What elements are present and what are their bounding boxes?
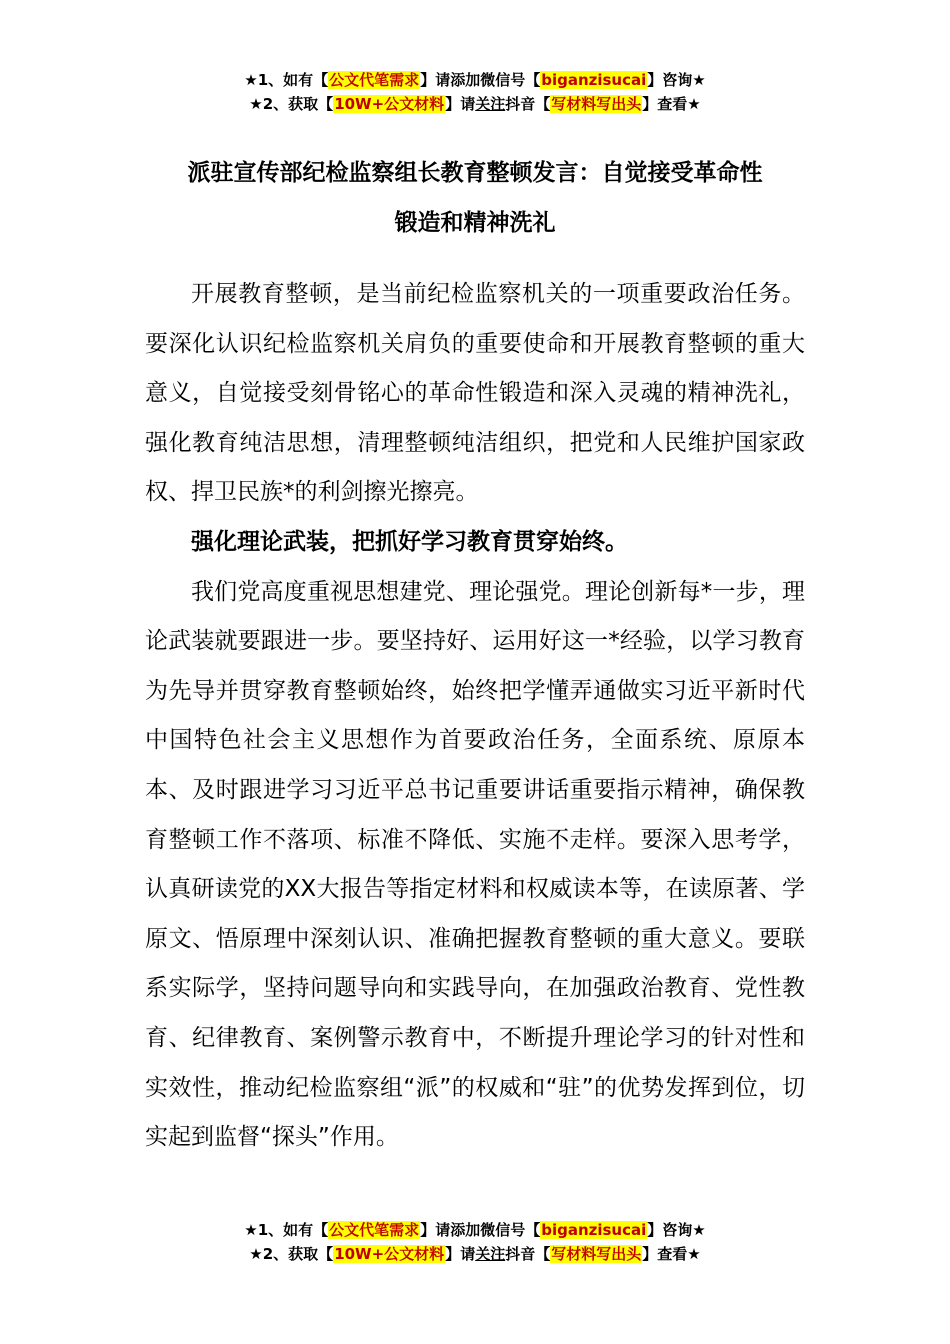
- promo-underline: 关注: [475, 1245, 506, 1263]
- promo-text: 】请: [445, 1245, 476, 1263]
- promo-text: ★2、获取【: [249, 95, 334, 113]
- promo-highlight: biganzisucai: [541, 1221, 647, 1239]
- promo-underline: 关注: [475, 95, 506, 113]
- promo-highlight: 写材料写出头: [551, 1245, 642, 1263]
- promo-text: 】请添加微信号【: [420, 1221, 541, 1239]
- section-heading: 强化理论武装，把抓好学习教育贯穿始终。: [191, 528, 628, 555]
- promo-line-2: [0, 1242, 950, 1266]
- promo-text: ★1、如有【: [244, 1221, 329, 1239]
- body-paragraph: 我们党高度重视思想建党、理论强党。理论创新每*一步，理论武装就要跟进一步。要坚持好、运用好这一*经验，以学习教育为先导并贯穿教育整顿始终，始终把学懂弄通做实习近平新时代中国特色社会主义思想作为首要政治任务，全面系统、原原本本、及时跟进学习习近平总书记重要讲话重要指示精神，确保教育整顿工作不落项、标准不降低、实施不走样。要深入思考学，认真研读党的XX大报告等指定材料和权威读本等，在读原著、学原文、悟原理中深刻认识、准确把握教育整顿的重大意义。要联系实际学，坚持问题导向和实践导向，在加强政治教育、党性教育、纪律教育、案例警示教育中，不断提升理论学习的针对性和实效性，推动纪检监察组“派”的权威和“驻”的优势发挥到位，切实起到监督“探头”作用。: [145, 578, 805, 1151]
- promo-line-1: [0, 1218, 950, 1242]
- body-paragraph: 开展教育整顿，是当前纪检监察机关的一项重要政治任务。要深化认识纪检监察机关肩负的重要使命和开展教育整顿的重大意义，自觉接受刻骨铭心的革命性锻造和深入灵魂的精神洗礼，强化教育纯洁思想，清理整顿纯洁组织，把党和人民维护国家政权、捍卫民族*的利剑擦光擦亮。: [145, 281, 805, 506]
- title-line-1: 派驻宣传部纪检监察组长教育整顿发言：自觉接受革命性: [187, 160, 763, 186]
- promo-highlight: 10W+公文材料: [334, 1245, 445, 1263]
- document-body: [145, 270, 805, 1163]
- header-promo-banner: [0, 68, 950, 116]
- promo-text: 】查看★: [642, 1245, 701, 1263]
- promo-highlight: 公文代笔需求: [329, 71, 420, 89]
- promo-highlight: 写材料写出头: [551, 95, 642, 113]
- promo-text: 】请: [445, 95, 476, 113]
- promo-line-2: [0, 92, 950, 116]
- promo-highlight: 公文代笔需求: [329, 1221, 420, 1239]
- promo-text: 】咨询★: [647, 71, 706, 89]
- title-line-2: 锻造和精神洗礼: [394, 210, 556, 236]
- promo-text: 抖音【: [505, 1245, 551, 1263]
- promo-highlight: 10W+公文材料: [334, 95, 445, 113]
- promo-text: 】请添加微信号【: [420, 71, 541, 89]
- promo-line-1: [0, 68, 950, 92]
- footer-promo-banner: [0, 1218, 950, 1266]
- promo-text: ★2、获取【: [249, 1245, 334, 1263]
- document-title: [145, 148, 805, 248]
- promo-highlight: biganzisucai: [541, 71, 647, 89]
- promo-text: 】查看★: [642, 95, 701, 113]
- promo-text: ★1、如有【: [244, 71, 329, 89]
- promo-text: 】咨询★: [647, 1221, 706, 1239]
- promo-text: 抖音【: [505, 95, 551, 113]
